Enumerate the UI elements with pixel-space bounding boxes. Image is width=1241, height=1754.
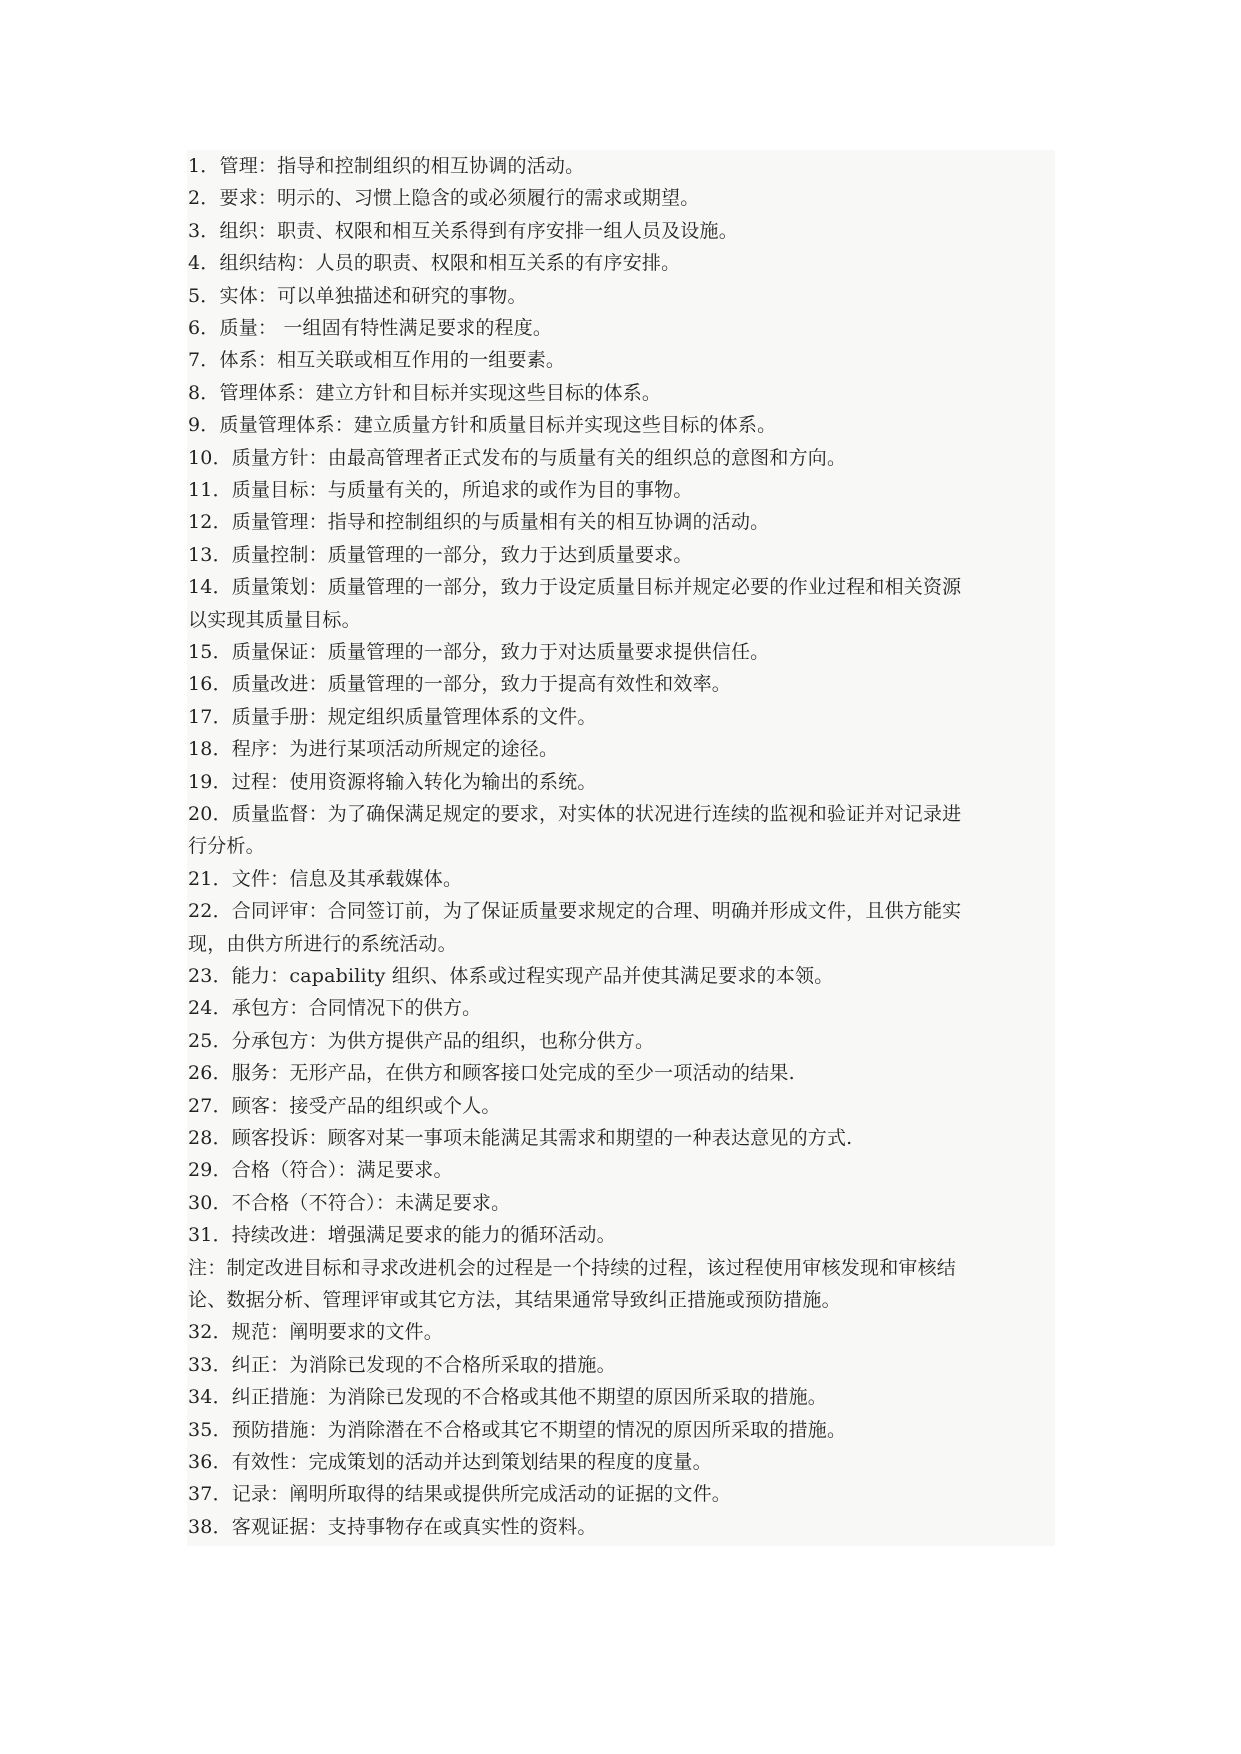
document-line: 12．质量管理：指导和控制组织的与质量相有关的相互协调的活动。 (188, 511, 770, 534)
document-line: 28．顾客投诉：顾客对某一事项未能满足其需求和期望的一种表达意见的方式. (188, 1127, 853, 1149)
document-line: 10．质量方针：由最高管理者正式发布的与质量有关的组织总的意图和方向。 (188, 446, 847, 469)
document-line: 27．顾客：接受产品的组织或个人。 (188, 1094, 501, 1117)
document-line: 25．分承包方：为供方提供产品的组织，也称分供方。 (188, 1029, 655, 1052)
document-line: 14．质量策划：质量管理的一部分，致力于设定质量目标并规定必要的作业过程和相关资源 (188, 576, 962, 599)
document-line: 论、数据分析、管理评审或其它方法，其结果通常导致纠正措施或预防措施。 (188, 1289, 841, 1311)
document-line: 31．持续改进：增强满足要求的能力的循环活动。 (188, 1224, 616, 1247)
document-line: 26．服务：无形产品，在供方和顾客接口处完成的至少一项活动的结果. (188, 1062, 795, 1085)
document-line: 21．文件：信息及其承载媒体。 (188, 867, 463, 890)
document-line: 34．纠正措施：为消除已发现的不合格或其他不期望的原因所采取的措施。 (188, 1386, 827, 1409)
document-line: 13．质量控制：质量管理的一部分，致力于达到质量要求。 (188, 543, 693, 566)
document-line: 32．规范：阐明要求的文件。 (188, 1321, 443, 1344)
document-line: 3．组织：职责、权限和相互关系得到有序安排一组人员及设施。 (188, 219, 738, 242)
document-line: 5．实体：可以单独描述和研究的事物。 (188, 284, 527, 307)
document-line: 4．组织结构：人员的职责、权限和相互关系的有序安排。 (188, 252, 681, 275)
document-line: 19．过程：使用资源将输入转化为输出的系统。 (188, 770, 597, 793)
document-line: 以实现其质量目标。 (188, 608, 361, 631)
document-line: 17．质量手册：规定组织质量管理体系的文件。 (188, 705, 597, 728)
document-line: 37．记录：阐明所取得的结果或提供所完成活动的证据的文件。 (188, 1483, 731, 1506)
document-line: 24．承包方：合同情况下的供方。 (188, 997, 482, 1020)
document-line: 22．合同评审：合同签订前，为了保证质量要求规定的合理、明确并形成文件，且供方能实 (188, 900, 962, 923)
document-line: 16．质量改进：质量管理的一部分，致力于提高有效性和效率。 (188, 673, 731, 696)
document-line: 35．预防措施：为消除潜在不合格或其它不期望的情况的原因所采取的措施。 (188, 1418, 847, 1441)
document-line: 29．合格（符合）：满足要求。 (188, 1159, 453, 1182)
document-line: 15．质量保证：质量管理的一部分，致力于对达质量要求提供信任。 (188, 641, 770, 663)
document-line: 18．程序：为进行某项活动所规定的途径。 (188, 738, 559, 761)
document-line: 注：制定改进目标和寻求改进机会的过程是一个持续的过程，该过程使用审核发现和审核结 (188, 1256, 957, 1279)
document-line: 2．要求：明示的、习惯上隐含的或必须履行的需求或期望。 (188, 187, 700, 210)
document-line: 20．质量监督：为了确保满足规定的要求，对实体的状况进行连续的监视和验证并对记录进 (188, 803, 962, 825)
document-line: 8．管理体系：建立方针和目标并实现这些目标的体系。 (188, 381, 662, 404)
document-line: 行分析。 (188, 835, 265, 858)
document-line: 6．质量： 一组固有特性满足要求的程度。 (188, 317, 553, 339)
document-line: 1．管理：指导和控制组织的相互协调的活动。 (188, 155, 585, 177)
document-line: 11．质量目标：与质量有关的，所追求的或作为目的事物。 (188, 479, 693, 501)
document-line: 30．不合格（不符合）：未满足要求。 (188, 1191, 511, 1214)
document-line: 7．体系：相互关联或相互作用的一组要素。 (188, 349, 566, 372)
document-line: 36．有效性：完成策划的活动并达到策划结果的程度的度量。 (188, 1451, 712, 1473)
document-line: 现，由供方所进行的系统活动。 (188, 932, 457, 955)
document-line: 9．质量管理体系：建立质量方针和质量目标并实现这些目标的体系。 (188, 414, 777, 437)
document-line: 33．纠正：为消除已发现的不合格所采取的措施。 (188, 1353, 616, 1376)
document-line: 23．能力：capability 组织、体系或过程实现产品并使其满足要求的本领。 (188, 965, 834, 987)
document-line: 38．客观证据：支持事物存在或真实性的资料。 (188, 1515, 597, 1538)
